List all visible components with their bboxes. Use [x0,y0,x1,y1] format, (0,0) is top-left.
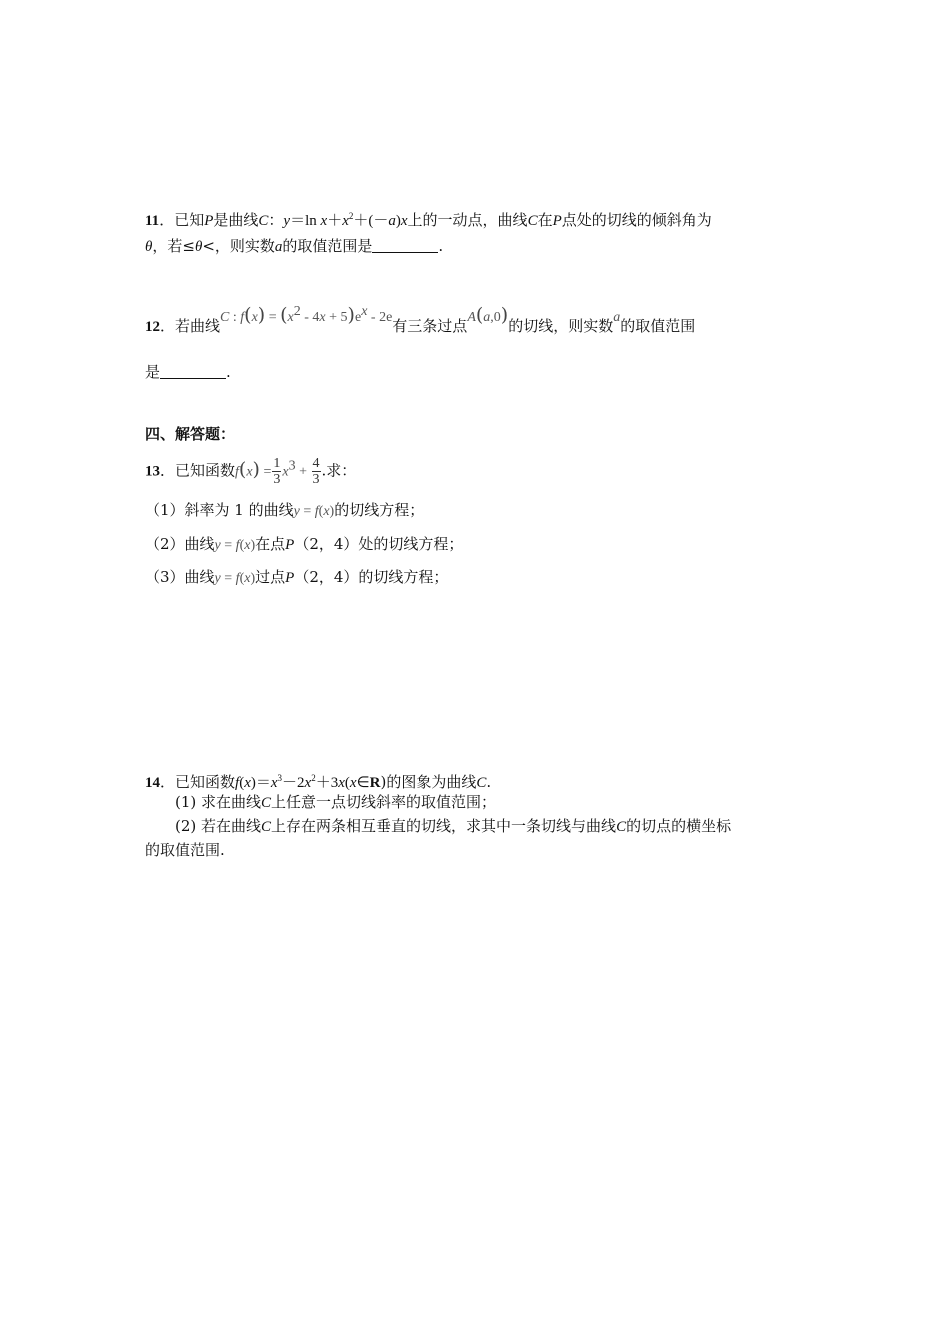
q11-line1: 11．已知P是曲线C：y＝ln $x+x^2+(-a)x$上的一动点，曲线C在P点处的切线的倾斜角为 [145,211,712,229]
q13-sub3: （3）曲线y = f(x)过点P（2，4）的切线方程； [145,568,449,586]
q13-sub1: （1）斜率为 1 的曲线y = f(x)的切线方程； [145,501,425,519]
q13-sub2: （2）曲线y = f(x)在点P（2，4）处的切线方程； [145,535,464,553]
section-heading: 四、解答题： [145,425,236,443]
fraction-one-third: $\frac{1}{3}$ [273,456,281,487]
q13-stem: 13．已知函数f(x) = $\frac{1}{3}$ x3 + $\frac{4}{3}$ .求： [145,456,357,487]
q14-sub2-cont: 的取值范围. [145,841,225,859]
q14-sub2: (2) 若在曲线C上存在两条相互垂直的切线，求其中一条切线与曲线C的切点的横坐标 [175,817,732,835]
q12-formula: C : f(x) = (x2 - 4x + 5)ex - 2e [220,304,393,326]
answer-blank [372,238,438,253]
q12-line1: 12．若曲线C : f(x) = (x2 - 4x + 5)ex - 2e有三条过点A(a,0)的切线，则实数a的取值范围 [145,304,696,335]
q12-point: A(a,0) [467,304,509,326]
q11-line2: θ，若≤θ<，则实数a的取值范围是 . [145,237,444,255]
q14-stem: 14．已知函数$f(x)=x^3-2x^2+3x(x\in R)$的图象为曲线C. [145,773,492,791]
q12-line2: 是 . [145,363,231,381]
q14-sub1: (1) 求在曲线C上任意一点切线斜率的取值范围； [175,793,497,811]
fraction-four-thirds: $\frac{4}{3}$ [312,456,320,487]
answer-blank [160,364,226,379]
